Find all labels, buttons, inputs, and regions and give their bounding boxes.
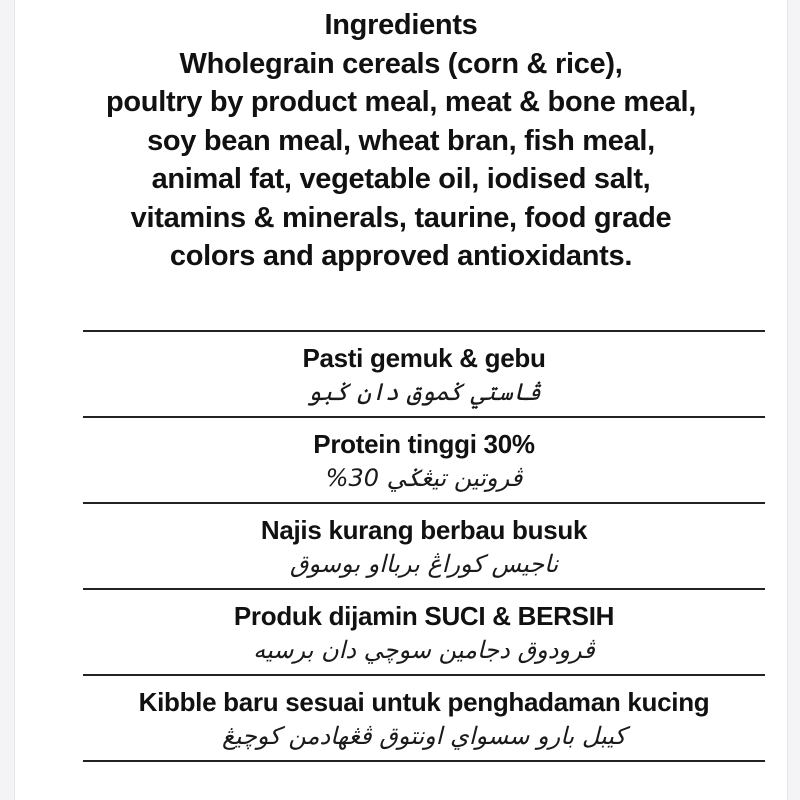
feature-text-latin: Najis kurang berbau busuk <box>260 515 588 545</box>
feature-text-jawi: ڤاستي ݢموق دان ݢبو <box>307 378 541 406</box>
feature-text-jawi: ڤروتين تيڠݢي 30% <box>325 464 523 492</box>
ingredients-title: Ingredients <box>324 9 478 41</box>
feature-row <box>83 418 765 504</box>
feature-row <box>83 504 765 590</box>
feature-text-latin: Produk dijamin SUCI & BERSIH <box>233 601 615 631</box>
ingredients-line: animal fat, vegetable oil, iodised salt, <box>151 163 651 195</box>
label-page <box>14 0 788 800</box>
ingredients-line: Wholegrain cereals (corn & rice), <box>179 47 623 80</box>
feature-text-jawi: کيبل بارو سسواي اونتوق ڤڠهادمن کوچيڠ <box>222 722 626 750</box>
ingredients-line: soy bean meal, wheat bran, fish meal, <box>147 124 655 157</box>
features-table <box>83 330 765 762</box>
feature-row <box>83 332 765 418</box>
feature-text-jawi: ناجيس کوراڠ بربااو بوسوق <box>289 550 559 578</box>
feature-text-latin: Pasti gemuk & gebu <box>302 343 546 373</box>
ingredients-line: poultry by product meal, meat & bone meal, <box>105 86 697 118</box>
feature-row <box>83 590 765 676</box>
ingredients-line: vitamins & minerals, taurine, food grade <box>130 201 672 234</box>
feature-text-latin: Kibble baru sesuai untuk penghadaman kucing <box>138 687 710 717</box>
feature-row <box>83 676 765 762</box>
feature-text-jawi: ڤرودوق دجامين سوچي دان برسيه <box>253 636 595 664</box>
feature-text-latin: Protein tinggi 30% <box>313 429 535 459</box>
ingredients-line: colors and approved antioxidants. <box>169 240 633 272</box>
ingredients-section <box>15 6 787 276</box>
